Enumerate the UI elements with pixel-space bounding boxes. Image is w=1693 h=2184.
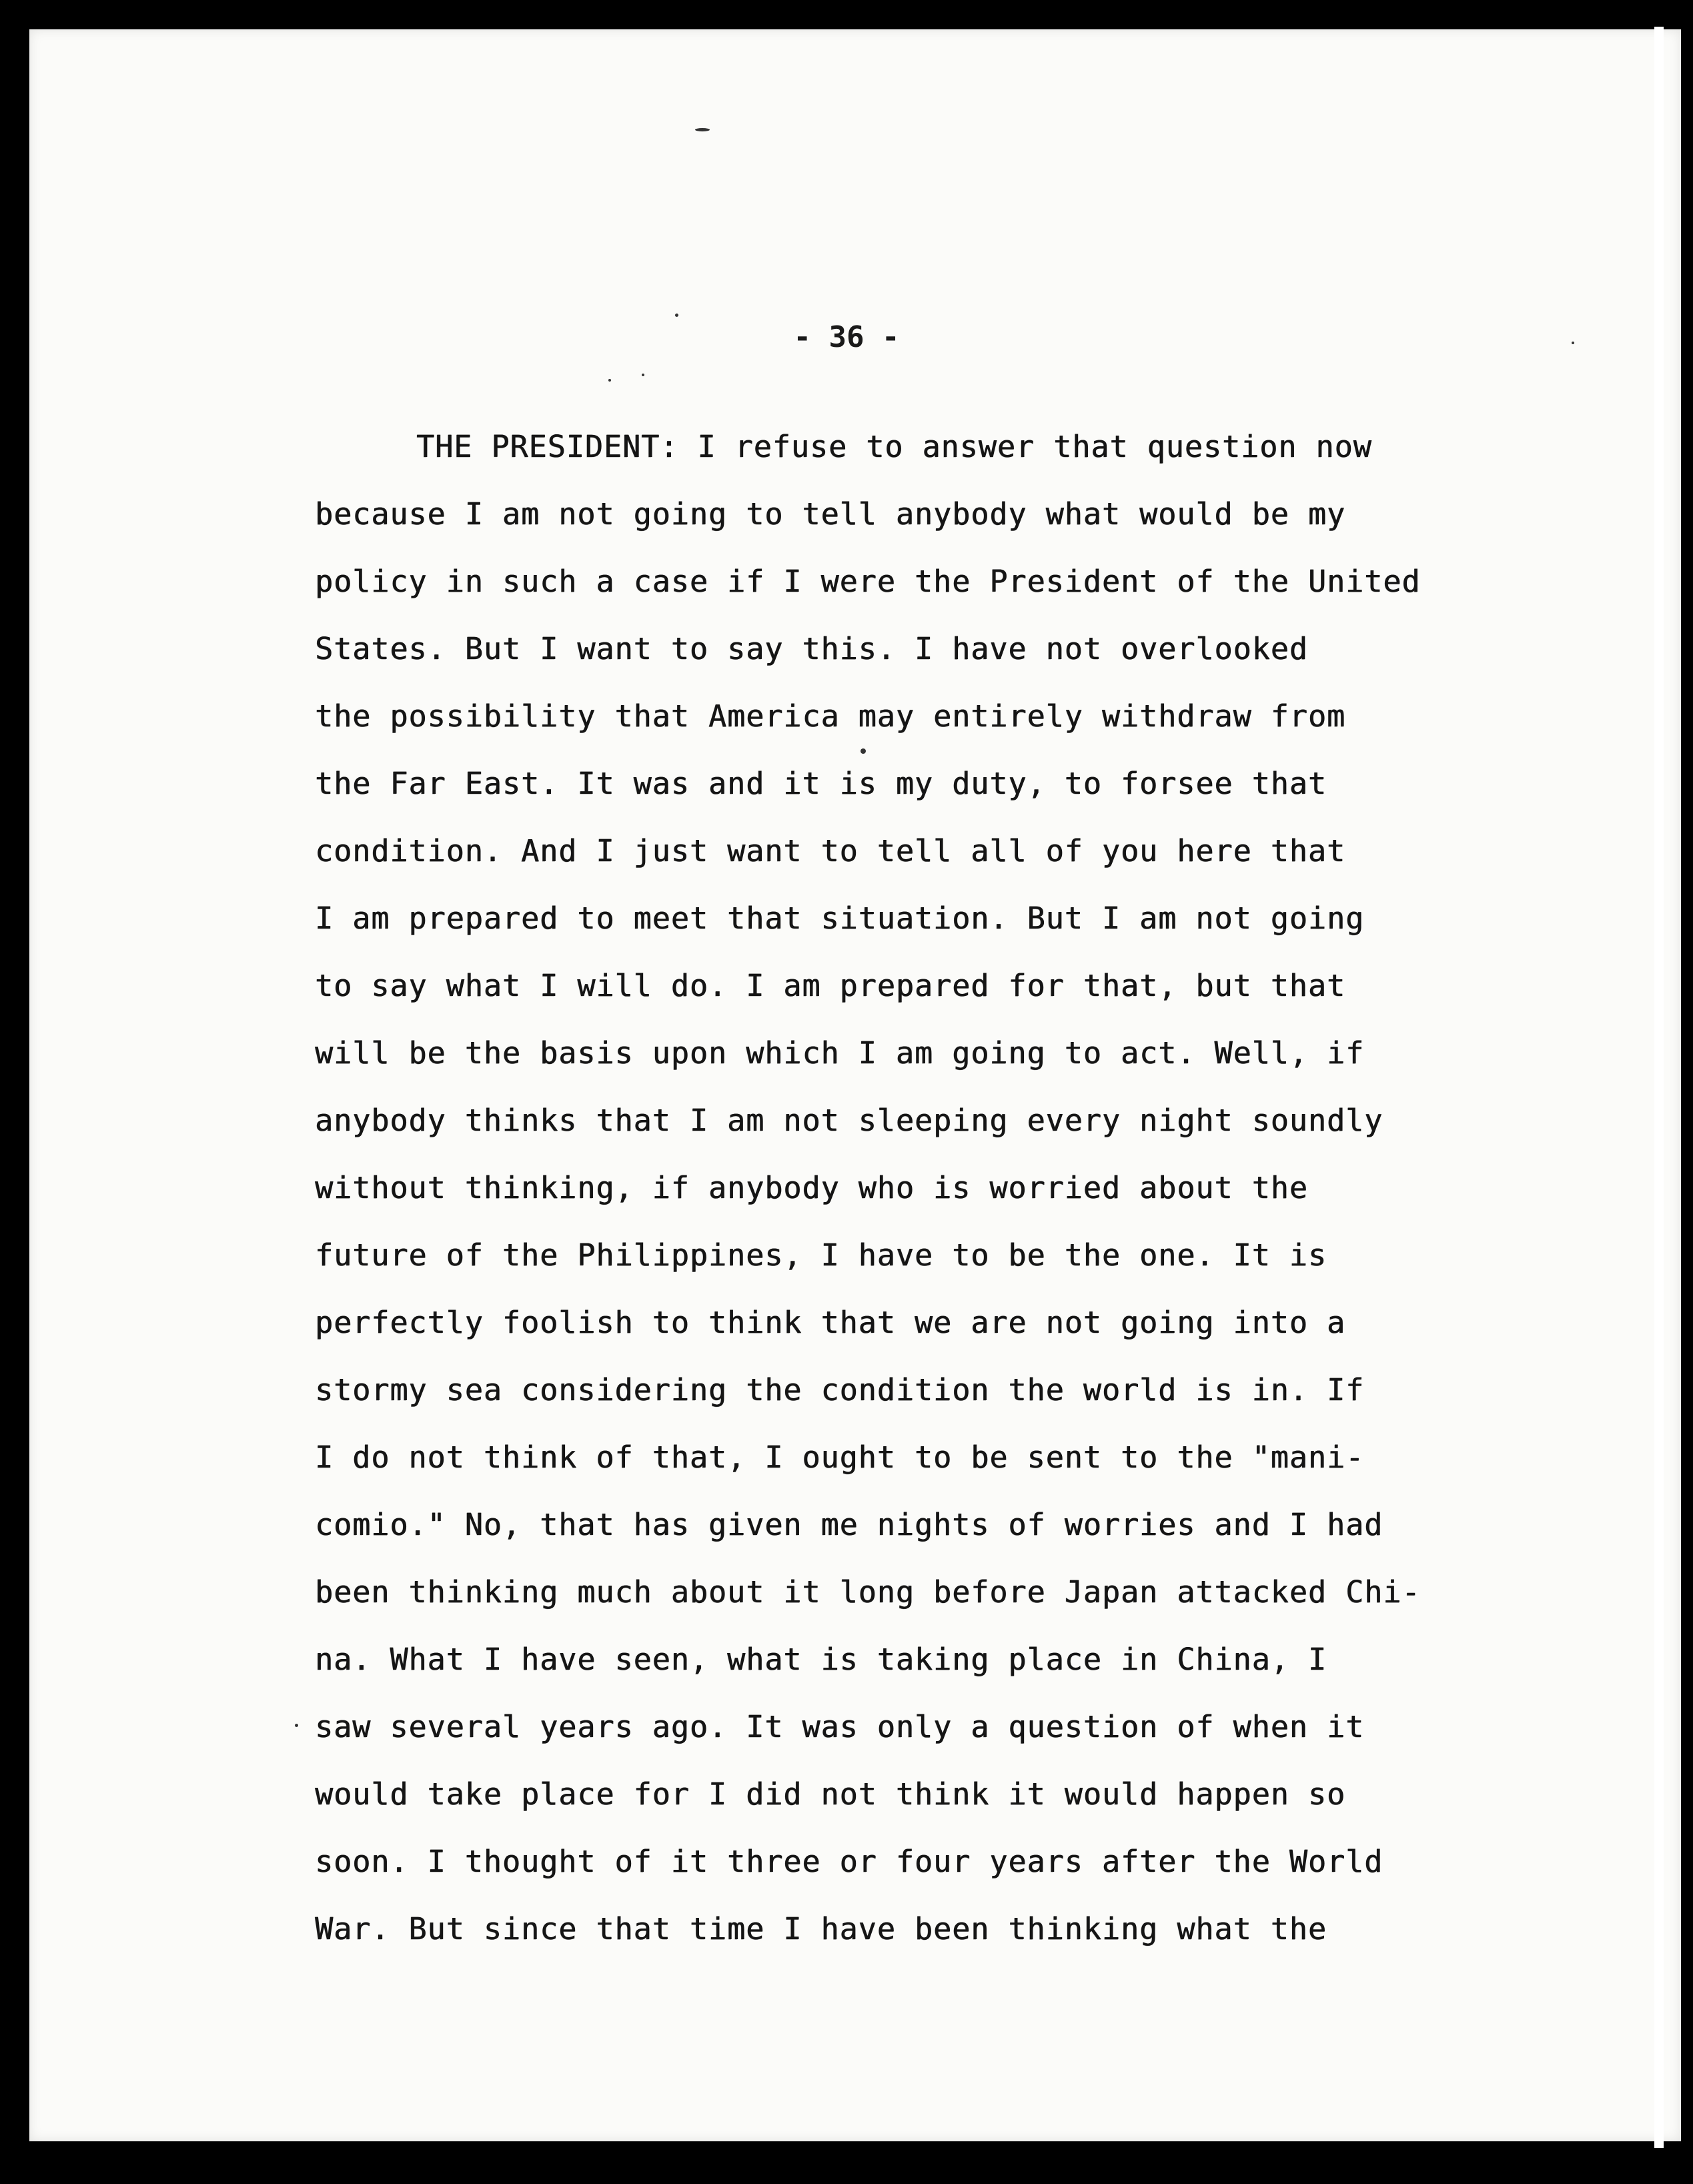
text-line: will be the basis upon which I am going to act. Well, if <box>315 1035 1365 1071</box>
ink-speck <box>642 374 644 376</box>
text-line: future of the Philippines, I have to be the one. It is <box>315 1237 1327 1273</box>
text-line: War. But since that time I have been thinking what the <box>315 1911 1327 1947</box>
text-line: to say what I will do. I am prepared for that, but that <box>315 968 1346 1003</box>
ink-speck <box>608 379 611 382</box>
text-line: saw several years ago. It was only a question of when it <box>315 1709 1365 1744</box>
ink-speck <box>861 748 866 754</box>
text-line: I do not think of that, I ought to be sent to the "mani- <box>315 1440 1365 1475</box>
text-line: stormy sea considering the condition the world is in. If <box>315 1372 1365 1408</box>
text-line: would take place for I did not think it would happen so <box>315 1776 1346 1812</box>
text-line: anybody thinks that I am not sleeping every night soundly <box>315 1103 1383 1138</box>
ink-speck <box>695 128 710 131</box>
text-line: I am prepared to meet that situation. But I am not going <box>315 901 1365 936</box>
page-number: - 36 - <box>793 320 900 354</box>
text-line: perfectly foolish to think that we are not going into a <box>315 1305 1346 1340</box>
text-line: without thinking, if anybody who is worried about the <box>315 1170 1308 1205</box>
text-line: States. But I want to say this. I have not overlooked <box>315 631 1308 666</box>
text-line: comio." No, that has given me nights of worries and I had <box>315 1507 1383 1542</box>
ink-speck <box>295 1724 298 1727</box>
text-line: condition. And I just want to tell all of you here that <box>315 833 1346 869</box>
text-line: soon. I thought of it three or four years after the World <box>315 1844 1383 1879</box>
text-line: because I am not going to tell anybody what would be my <box>315 496 1346 532</box>
text-line: the Far East. It was and it is my duty, to forsee that <box>315 766 1327 801</box>
text-line: policy in such a case if I were the President of the United <box>315 564 1421 599</box>
ink-speck <box>675 314 678 317</box>
text-line: the possibility that America may entirely withdraw from <box>315 698 1346 734</box>
text-line: THE PRESIDENT: I refuse to answer that question now <box>416 429 1372 464</box>
text-line: na. What I have seen, what is taking place in China, I <box>315 1642 1327 1677</box>
text-line: been thinking much about it long before Japan attacked Chi- <box>315 1574 1421 1610</box>
